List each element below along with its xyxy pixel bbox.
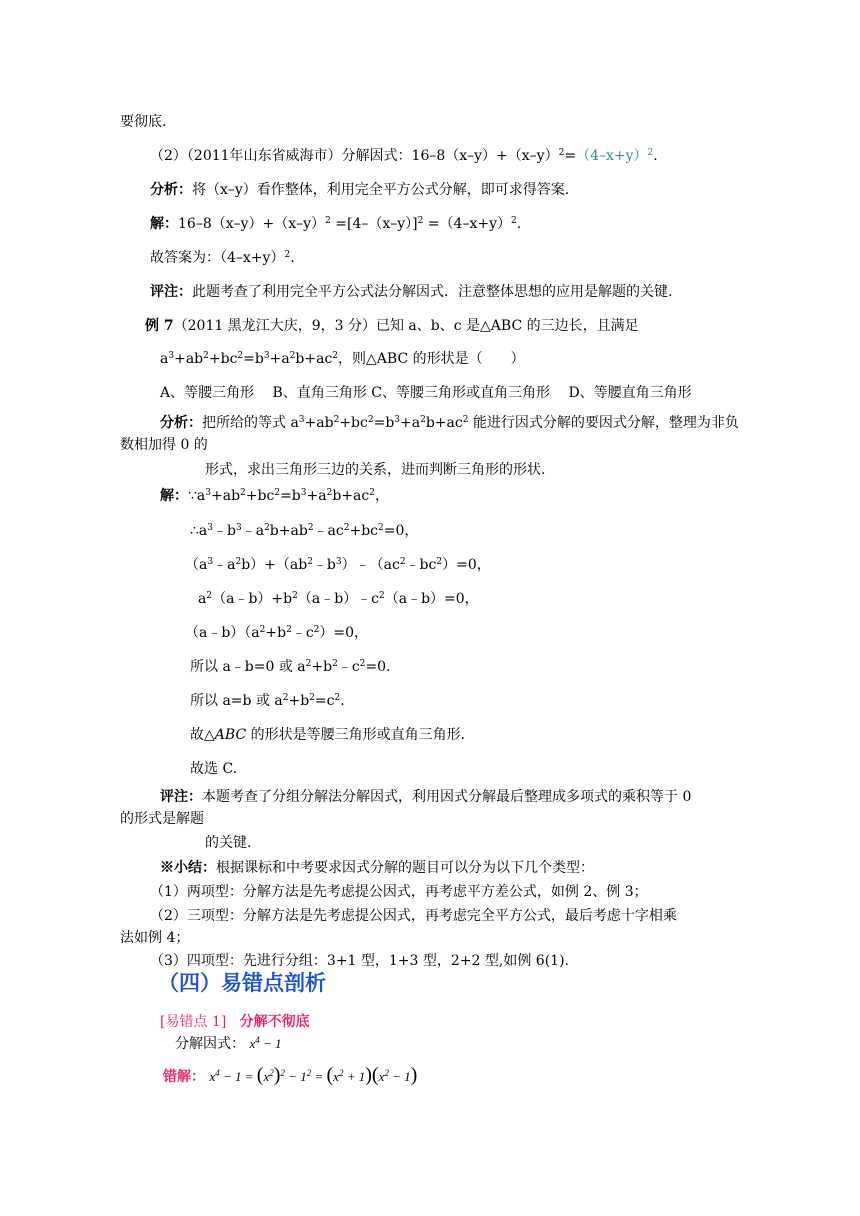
line-14: $\therefore a^3﹣b^3﹣a^2b+ab^2﹣ac^2+bc^2=0$， bbox=[190, 523, 419, 539]
line-11: 数相加得 0 的 bbox=[120, 437, 208, 453]
line-16: $a^2(a﹣b)+b^2(a﹣b)﹣c^2(a﹣b)=0$， bbox=[198, 591, 479, 607]
line-10: 分析：把所给的等式 $a^3+ab^2+bc^2=b^3+a^2b+ac^2$ 能进行因式分解的要因式分解，整理为非负 bbox=[160, 415, 739, 431]
line-26: （1）两项型：分解方法是先考虑提公因式，再考虑平方差公式，如例 2、例 3； bbox=[150, 884, 648, 900]
line-08: $a^3+ab^2+bc^2=b^3+a^2b+ac^2$，则△ABC 的形状是（ ） bbox=[160, 351, 525, 367]
line-15: $(a^3﹣a^2b)+(ab^2﹣b^3)﹣(ac^2﹣bc^2)=0$， bbox=[185, 557, 491, 573]
math-wrong-factorization: $x^4 - 1 = (x^2)^2 - 1^2 = (x^2 + 1)(x^2 - 1)$ bbox=[209, 1064, 418, 1086]
error-point-title: [易错点 1] 分解不彻底 bbox=[160, 1014, 310, 1030]
section-heading: （四）易错点剖析 bbox=[158, 971, 326, 995]
line-25-summary: ※小结：根据课标和中考要求因式分解的题目可以分为以下几个类型： bbox=[160, 860, 594, 876]
line-23: 的形式是解题 bbox=[120, 811, 204, 827]
line-31: 分解因式： $x^4 - 1$ bbox=[175, 1035, 282, 1052]
line-06: 评注：此题考查了利用完全平方公式法分解因式．注意整体思想的应用是解题的关键. bbox=[150, 284, 673, 300]
math-x4-minus-1: $x^4 - 1$ bbox=[249, 1035, 282, 1051]
line-21: 故选 C. bbox=[190, 761, 238, 777]
line-12: 形式，求出三角形三边的关系，进而判断三角形的形状. bbox=[205, 462, 546, 478]
line-05: 故答案为：$(4-x+y)^2$. bbox=[150, 250, 295, 266]
line-03: 分析：将（x–y）看作整体，利用完全平方公式分解，即可求得答案. bbox=[150, 182, 570, 198]
line-18: 所以 a﹣b=0 或 $a^2+b^2﹣c^2=0$. bbox=[190, 659, 391, 675]
line-17: $(a﹣b)(a^2+b^2﹣c^2)=0$， bbox=[185, 625, 369, 641]
line-27: （2）三项型：分解方法是先考虑提公因式，再考虑完全平方公式，最后考虑十字相乘 bbox=[150, 908, 677, 924]
line-32-wrong-solution: 错解： $x^4 - 1 = (x^2)^2 - 1^2 = (x^2 + 1)(x^2 - 1)$ bbox=[163, 1064, 418, 1086]
line-22: 评注：本题考查了分组分解法分解因式，利用因式分解最后整理成多项式的乘积等于 0 bbox=[160, 789, 692, 805]
line-24: 的关键. bbox=[205, 835, 252, 851]
answer-highlight: $(4-x+y)^2$ bbox=[576, 148, 654, 164]
line-29: （3）四项型：先进行分组：3+1 型，1+3 型，2+2 型,如例 6(1). bbox=[150, 953, 569, 969]
line-04: 解：$16-8(x-y)+(x-y)^2 =[4-(x-y)]^2 =(4-x+y)^2$. bbox=[150, 216, 522, 232]
line-09-options: A、等腰三角形 B、直角三角形 C、等腰三角形或直角三角形 D、等腰直角三角形 bbox=[160, 385, 692, 401]
line-02: （2）（2011年山东省威海市）分解因式：$16-8(x-y)+(x-y)^2=(4-x+y)^2$. bbox=[150, 148, 658, 164]
line-19: 所以 a=b 或 $a^2+b^2=c^2$. bbox=[190, 693, 345, 709]
line-07: 例 7（2011 黑龙江大庆，9，3 分）已知 a、b、c 是△ABC 的三边长，且满足 bbox=[145, 318, 639, 334]
line-28: 法如例 4； bbox=[120, 930, 190, 946]
line-01: 要彻底. bbox=[120, 114, 167, 130]
line-20: 故△ABC 的形状是等腰三角形或直角三角形. bbox=[190, 727, 466, 743]
line-13: 解：$\because a^3+ab^2+bc^2=b^3+a^2b+ac^2$， bbox=[160, 488, 389, 504]
